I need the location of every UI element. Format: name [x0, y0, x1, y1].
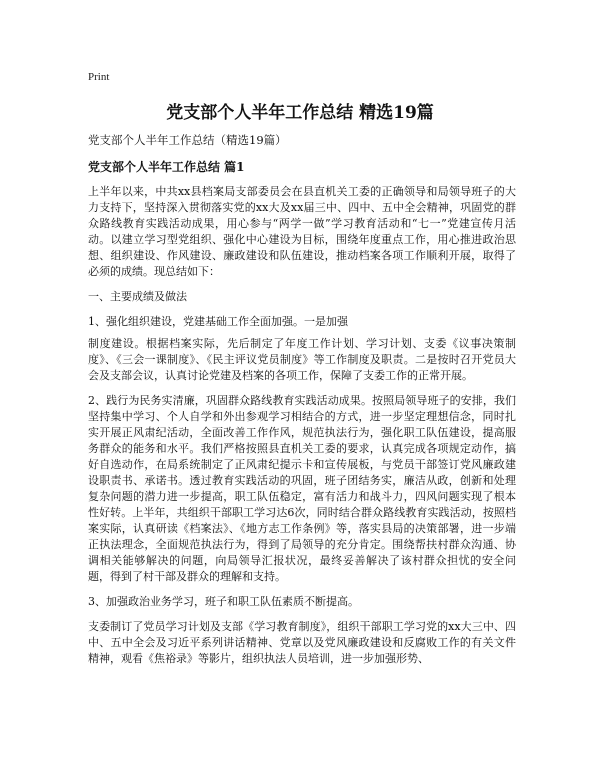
document-subtitle: 党支部个人半年工作总结（精选19篇）	[88, 133, 287, 147]
paragraph-point-2: 2、践行为民务实清廉，巩固群众路线教育实践活动成果。按照局领导班子的安排，我们坚持集中学习、个人自学和外出参观学习相结合的方式，进一步坚定理想信念，同时扎实开展正风肃纪活动，全面改善工作作风，规范执法行为，强化职工队伍建设，提高服务群众的能务和水平。我们严格按照县直机关工委的要求，认真完成各项规定动作，搞好自选动作，在局系统制定了正风肃纪提示卡和宣传展板，与党员干部签订党风廉政建设职责书、承诺书。透过教育实践活动的巩固，班子团结务实，廉洁从政，创新和处理复杂问题的潜力进一步提高，职工队伍稳定，富有活力和战斗力，四风问题实现了根本性好转。上半年，共组织干部职工学习达6次，同时结合群众路线教育实践活动，按照档案实际，认真研读《档案法》、《地方志工作条例》等，落实县局的决策部署，进一步端正执法理念，全面规范执法行为，得到了局领导的充分肯定。围绕帮扶村群众沟通、协调相关能够解决的问题，向局领导汇报状况，最终妥善解决了该村群众担忧的安全问题，得到了村干部及群众的理解和支持。	[88, 394, 516, 583]
paragraph-intro: 上半年以来，中共xx县档案局支部委员会在县直机关工委的正确领导和局领导班子的大力支持下，坚持深入贯彻落实党的xx大及xx届三中、四中、五中全会精神，巩固党的群众路线教育实践活动成果，用心参与“两学一做”学习教育活动和“七一”党建宣传月活动。以建立学习型党组织、强化中心建设为目标，围绕年度重点工作，用心推进政治思想、组织建设、作风建设、廉政建设和队伍建设，推动档案各项工作顺利开展，取得了必须的成绩。现总结如下：	[88, 185, 516, 278]
document-body	[88, 132, 516, 676]
section-heading: 党支部个人半年工作总结 篇1	[88, 160, 245, 174]
paragraph-study-plan: 支委制订了党员学习计划及支部《学习教育制度》，组织干部职工学习党的xx大三中、四中、五中全会及习近平系列讲话精神、党章以及党风廉政建设和反腐败工作的有关文件精神，观看《焦裕录》等影片，组织执法人员培训，进一步加强形势、	[88, 620, 516, 665]
print-link[interactable]: Print	[88, 71, 110, 83]
heading-main-achievements: 一、主要成绩及做法	[88, 290, 187, 303]
point-1-heading: 1、强化组织建设，党建基础工作全面加强。一是加强	[88, 315, 348, 328]
paragraph-system-building: 制度建设。根据档案实际，先后制定了年度工作计划、学习计划、支委《议事决策制度》、《三会一课制度》、《民主评议党员制度》等工作制度及职责。二是按时召开党员大会及支部会议，认真讨论党建及档案的各项工作，保障了支委工作的正常开展。	[88, 337, 516, 382]
page-title: 党支部个人半年工作总结 精选19篇	[166, 103, 434, 123]
point-3-heading: 3、加强政治业务学习，班子和职工队伍素质不断提高。	[88, 595, 359, 608]
